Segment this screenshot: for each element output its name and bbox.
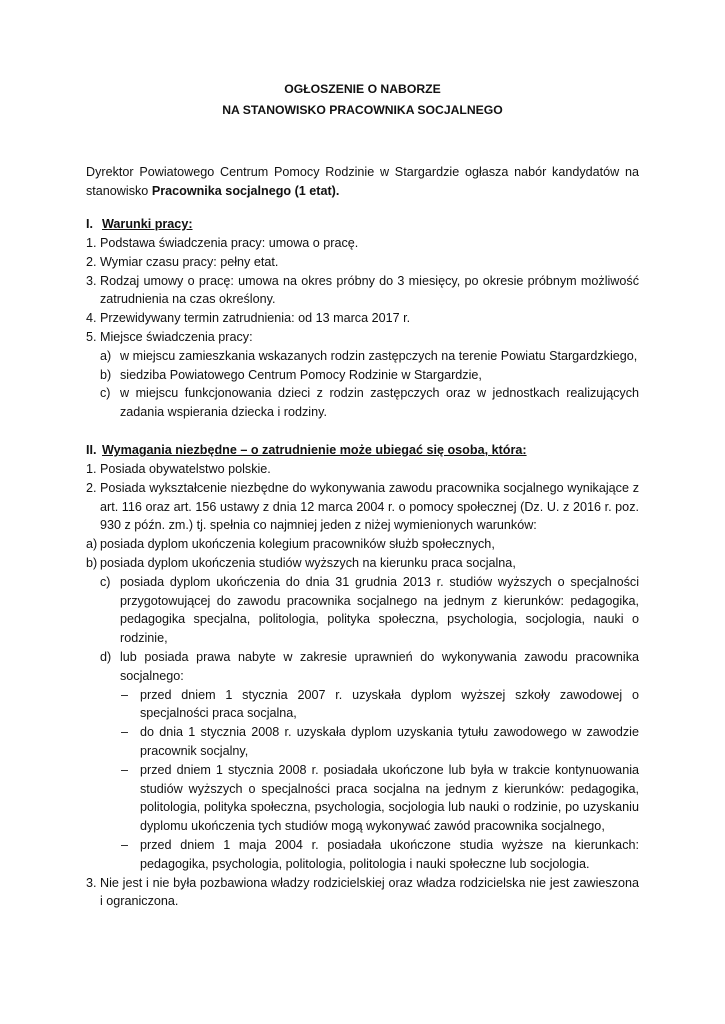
sub-list-item: d) lub posiada prawa nabyte w zakresie uprawnień do wykonywania zawodu pracownika socjalnego: bbox=[100, 649, 639, 683]
section-1-heading bbox=[86, 215, 639, 234]
dash-list-item: – do dnia 1 stycznia 2008 r. uzyskała dyplom uzyskania tytułu zawodowego w zawodzie pracownik socjalny, bbox=[121, 725, 639, 758]
intro-text: Dyrektor Powiatowego Centrum Pomocy Rodzinie w Stargardzie ogłasza nabór kandydatów na stanowisko bbox=[86, 165, 639, 198]
list-item: 3. Nie jest i nie była pozbawiona władzy rodzicielskiej oraz władza rodzicielska nie jest zawieszona i ograniczona. bbox=[86, 875, 639, 909]
sub-list-item: b) posiada dyplom ukończenia studiów wyższych na kierunku praca socjalna, bbox=[86, 555, 516, 570]
intro-paragraph bbox=[86, 163, 639, 201]
list-item: 1. Podstawa świadczenia pracy: umowa o pracę. bbox=[86, 236, 359, 250]
section-2-number: II. bbox=[86, 443, 97, 457]
sub-list-item: c) posiada dyplom ukończenia do dnia 31 grudnia 2013 r. studiów wyższych o specjalności przygotowującej do zawodu pracownika socjalnego na jednym z kierunków: pedagogika, pedagogika specjalna, politologia, polityka społeczna, psychologia, socjologia, nauki o rodzinie, bbox=[100, 574, 639, 646]
list-item: 5. Miejsce świadczenia pracy: bbox=[86, 329, 253, 344]
title-line-1: OGŁOSZENIE O NABORZE bbox=[284, 82, 441, 96]
dash-list-item: – przed dniem 1 stycznia 2008 r. posiadała ukończone lub była w trakcie kontynuowania studiów wyższych o specjalności praca socjalna na jednym z kierunków: pedagogika, politologia, polityka społeczna, psychologia, socjologia lub nauki o rodzinie, po uzyskaniu dyplomu ukończenia tych studiów mogą wykonywać zawód pracownika socjalnego, bbox=[121, 762, 639, 834]
section-2-list bbox=[86, 460, 639, 911]
section-2-heading bbox=[86, 441, 639, 460]
sub-list-item: a) w miejscu zamieszkania wskazanych rodzin zastępczych na terenie Powiatu Stargardzkiego, bbox=[100, 348, 638, 363]
document-title bbox=[0, 79, 725, 121]
list-item: 2. Posiada wykształcenie niezbędne do wykonywania zawodu pracownika socjalnego wynikające z art. 116 oraz art. 156 ustawy z dnia 12 marca 2004 r. o pomocy społecznej (Dz. U. z 2016 r. poz. 930 z późn. zm.) tj. spełnia co najmniej jeden z niżej wymienionych warunków: bbox=[86, 480, 639, 533]
list-item: 1. Posiada obywatelstwo polskie. bbox=[86, 462, 271, 476]
sub-list-item: a) posiada dyplom ukończenia kolegium pracowników służb społecznych, bbox=[86, 537, 495, 552]
dash-list-item: – przed dniem 1 stycznia 2007 r. uzyskała dyplom wyższej szkoły zawodowej o specjalności praca socjalna, bbox=[121, 687, 639, 721]
sub-list-item: b) siedziba Powiatowego Centrum Pomocy Rodzinie w Stargardzie, bbox=[100, 367, 482, 382]
section-1-number: I. bbox=[86, 217, 93, 231]
dash-list-item: – przed dniem 1 maja 2004 r. posiadała ukończone studia wyższe na kierunkach: pedagogika, psychologia, politologia, politologia i nauki społeczne lub socjologia. bbox=[121, 837, 639, 871]
list-item: 4. Przewidywany termin zatrudnienia: od 13 marca 2017 r. bbox=[86, 311, 411, 326]
sub-list-item: c) w miejscu funkcjonowania dzieci z rodzin zastępczych oraz w jednostkach realizujących zadania wspierania dziecka i rodziny. bbox=[100, 386, 639, 420]
section-1-list bbox=[86, 234, 639, 422]
title-line-2: NA STANOWISKO PRACOWNIKA SOCJALNEGO bbox=[222, 103, 503, 117]
section-1-title: Warunki pracy: bbox=[102, 217, 193, 231]
list-item: 3. Rodzaj umowy o pracę: umowa na okres próbny do 3 miesięcy, po okresie próbnym możliwość zatrudnienia na czas określony. bbox=[86, 273, 639, 307]
intro-position: Pracownika socjalnego (1 etat). bbox=[151, 183, 340, 198]
section-2-title: Wymagania niezbędne – o zatrudnienie może ubiegać się osoba, która: bbox=[102, 443, 527, 457]
list-item: 2. Wymiar czasu pracy: pełny etat. bbox=[86, 254, 279, 269]
